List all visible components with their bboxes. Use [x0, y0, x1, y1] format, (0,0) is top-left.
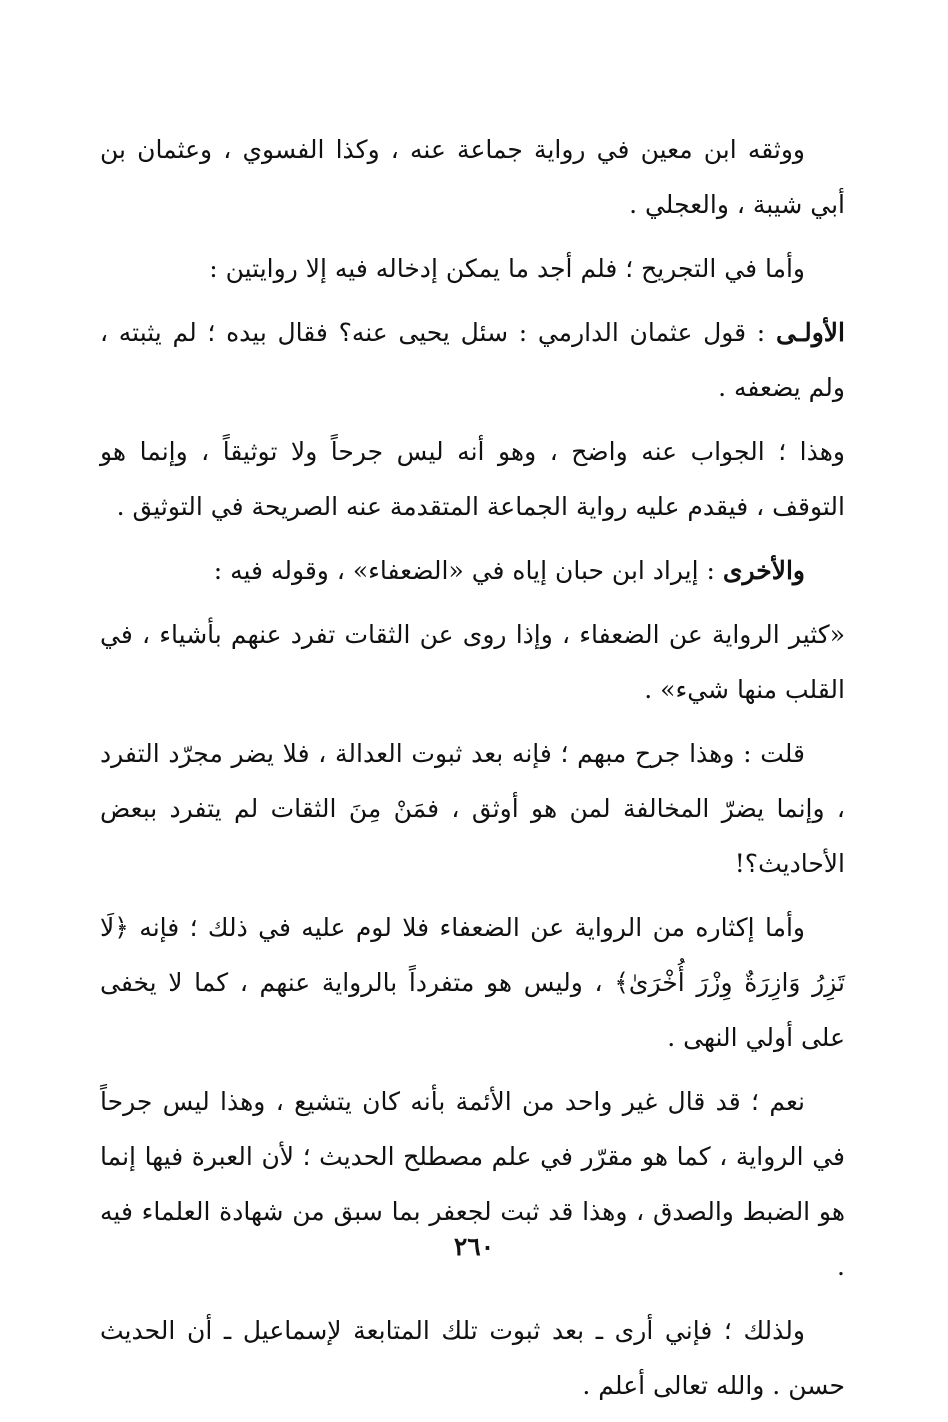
paragraph-ibn-hibban-quote: «كثير الرواية عن الضعفاء ، وإذا روى عن الثقات تفرد عنهم بأشياء ، في القلب منها شيء» . — [100, 620, 845, 704]
paragraph-conclusion: ولذلك ؛ فإني أرى ـ بعد ثبوت تلك المتابعة لإسماعيل ـ أن الحديث حسن . والله تعالى أعلم . — [100, 1316, 845, 1400]
paragraph-narrating-from-weak: وأما إكثاره من الرواية عن الضعفاء فلا لوم عليه في ذلك ؛ فإنه ﴿لَا تَزِرُ وَازِرَةٌ وِزْرَ أُخْرَىٰ﴾ ، وليس هو متفرداً بالرواية عنهم ، كما لا يخفى على أولي النهى . — [100, 913, 845, 1052]
paragraph-vague-criticism: قلت : وهذا جرح مبهم ؛ فإنه بعد ثبوت العدالة ، فلا يضر مجرّد التفرد ، وإنما يضرّ المخالفة لمن هو أوثق ، فمَنْ مِنَ الثقات لم يتفرد ببعض الأحاديث؟! — [100, 739, 845, 878]
paragraph-tajrih-intro: وأما في التجريح ؛ فلم أجد ما يمكن إدخاله فيه إلا روايتين : — [209, 254, 805, 283]
paragraph-second-narration — [100, 543, 845, 598]
first-narration-text: : قول عثمان الدارمي : سئل يحيى عنه؟ فقال بيده ؛ لم يثبته ، ولم يضعفه . — [100, 318, 845, 402]
paragraph-tashayyu: نعم ؛ قد قال غير واحد من الأئمة بأنه كان يتشيع ، وهذا ليس جرحاً في الرواية ، كما هو مقرّر في علم مصطلح الحديث ؛ لأن العبرة فيها إنما هو الضبط والصدق ، وهذا قد ثبت لجعفر بما سبق من شهادة العلماء فيه . — [100, 1087, 845, 1281]
second-narration-text: : إيراد ابن حبان إياه في «الضعفاء» ، وقوله فيه : — [213, 556, 723, 585]
paragraph-tawthiq: ووثقه ابن معين في رواية جماعة عنه ، وكذا الفسوي ، وعثمان بن أبي شيبة ، والعجلي . — [100, 135, 845, 219]
paragraph-first-narration — [100, 305, 845, 415]
page-number: ٢٦٠ — [453, 1232, 495, 1261]
page-body — [100, 122, 845, 1422]
first-narration-heading: الأولـى — [775, 318, 845, 347]
paragraph-first-answer: وهذا ؛ الجواب عنه واضح ، وهو أنه ليس جرحاً ولا توثيقاً ، وإنما هو التوقف ، فيقدم عليه رواية الجماعة المتقدمة عنه الصريحة في التوثيق . — [100, 437, 845, 521]
second-narration-heading: والأخرى — [722, 556, 805, 585]
